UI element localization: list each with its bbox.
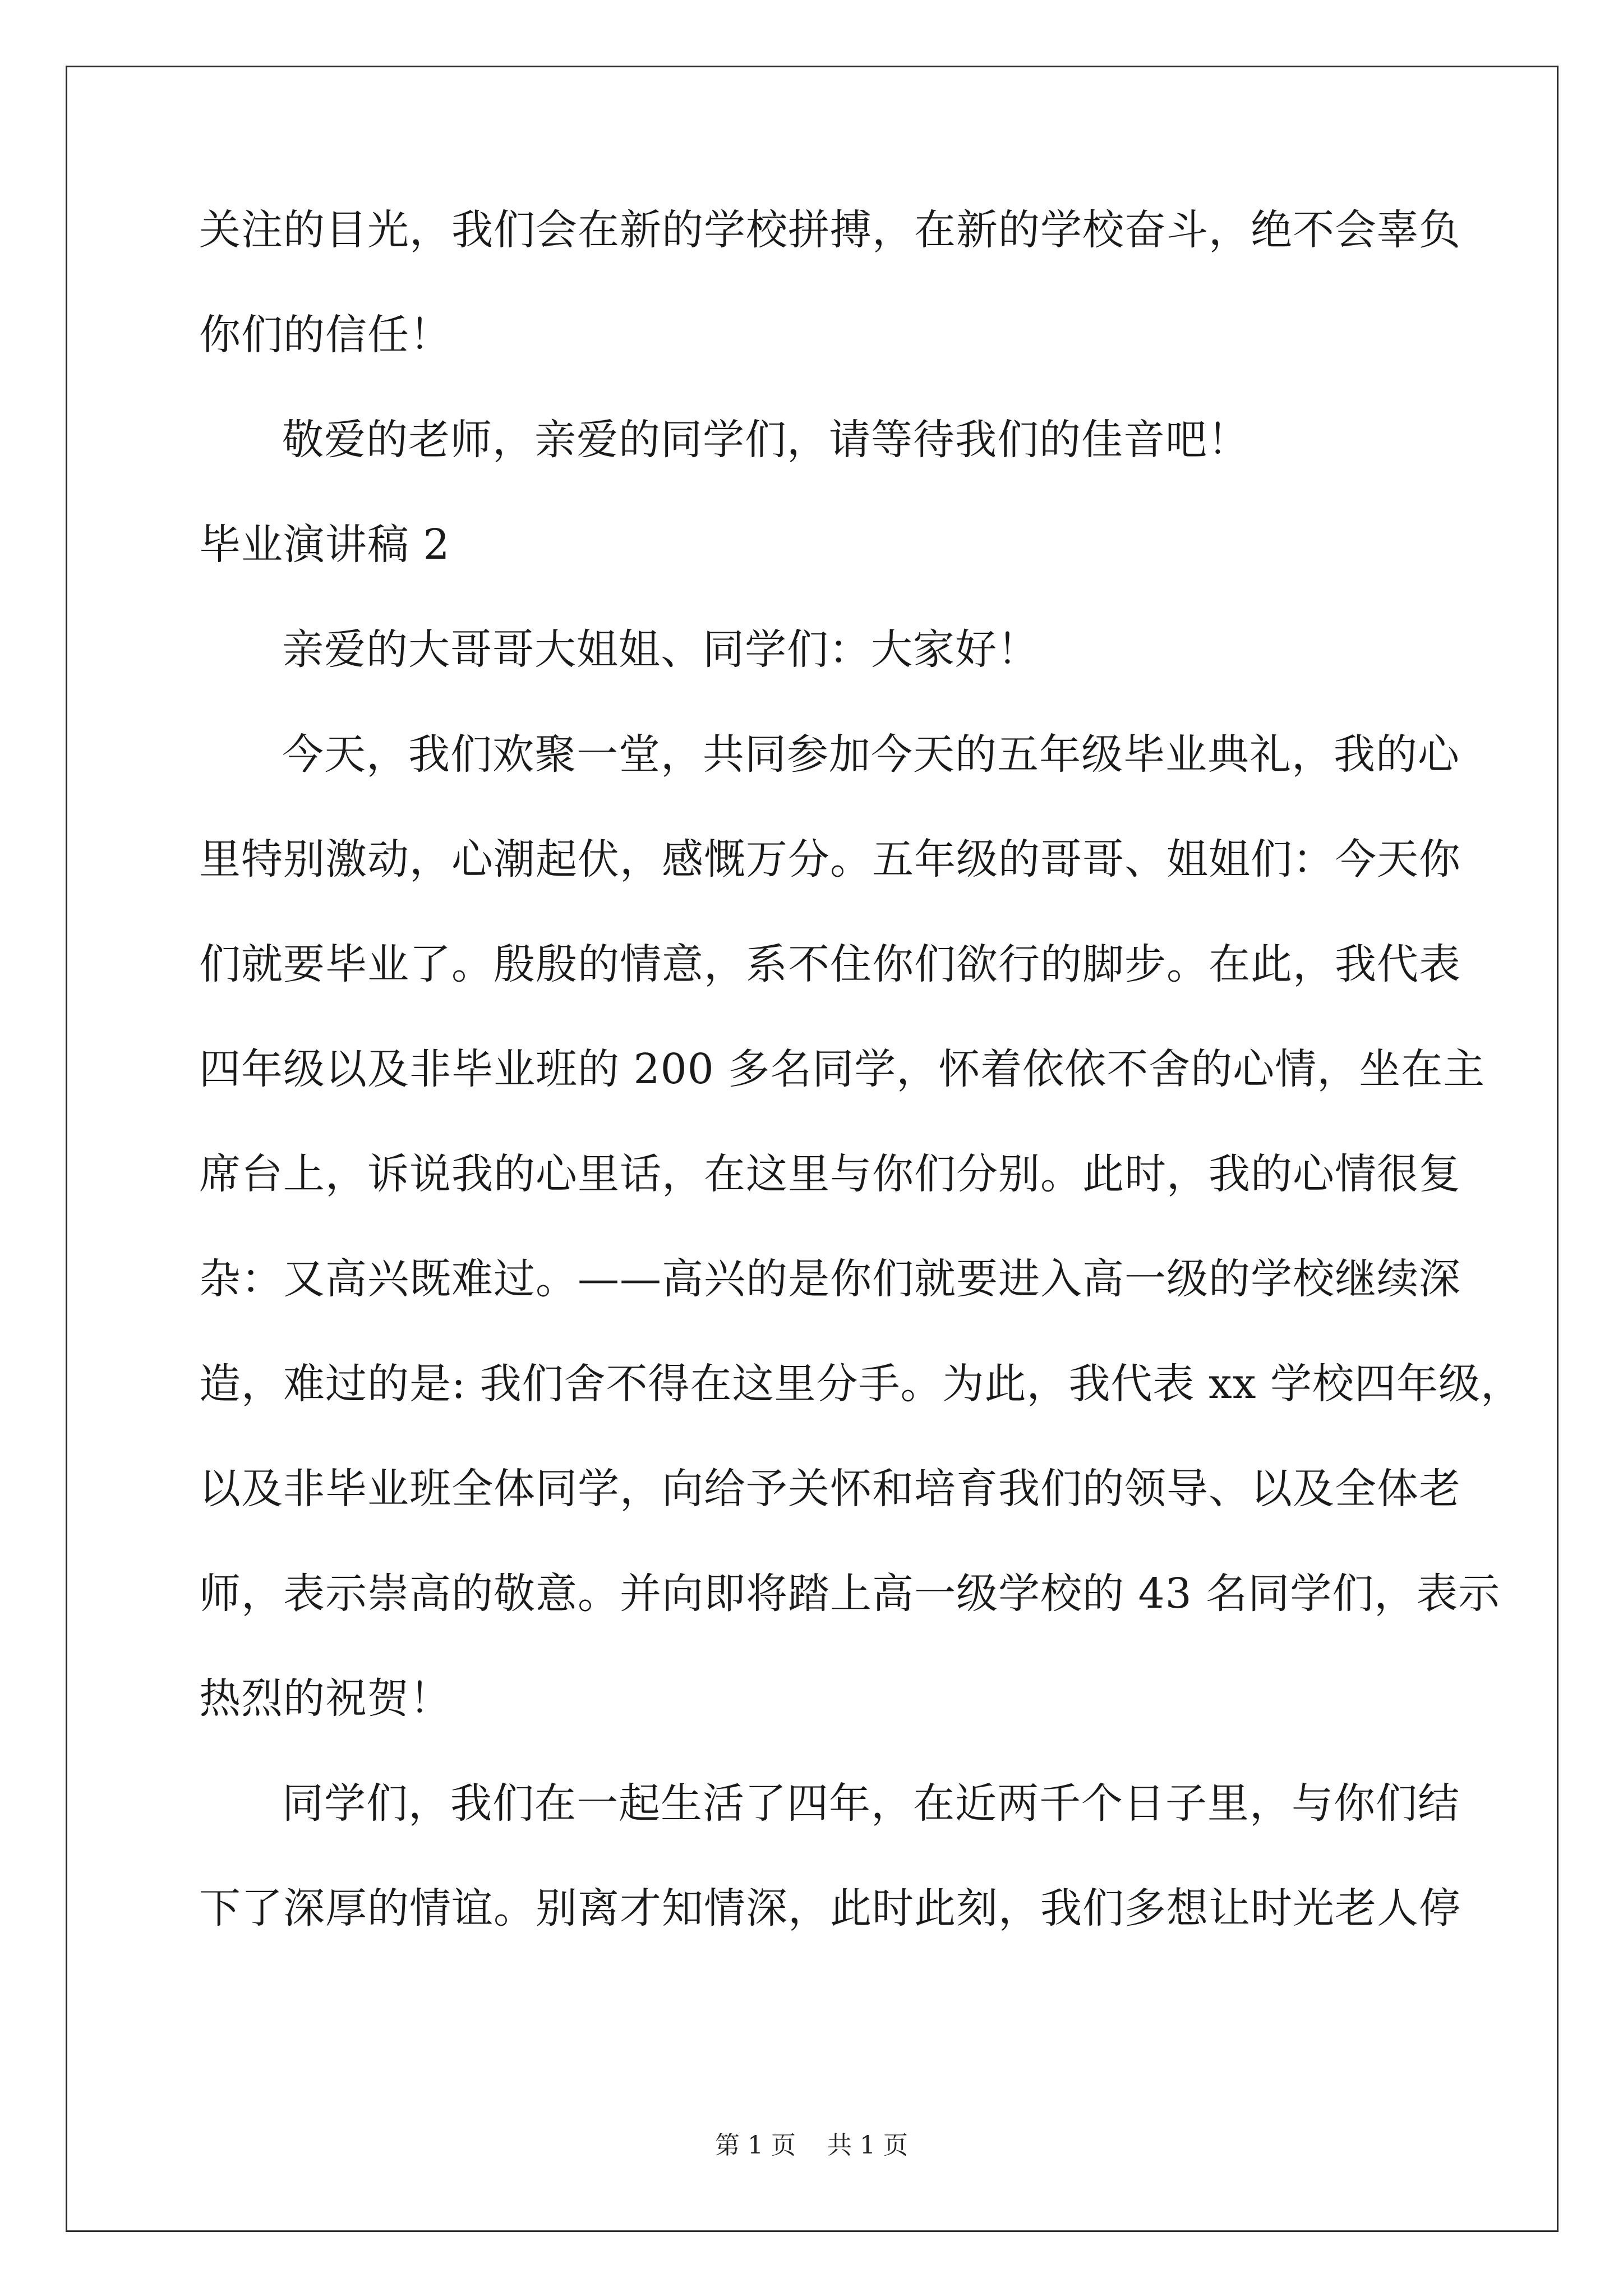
page-footer: [0, 2132, 1623, 2160]
text-line: 关注的目光，我们会在新的学校拼搏，在新的学校奋斗，绝不会辜负: [199, 206, 1461, 254]
text-line: 敬爱的老师，亲爱的同学们，请等待我们的佳音吧！: [282, 416, 1249, 464]
text-line: 杂：又高兴既难过。——高兴的是你们就要进入高一级的学校继续深: [199, 1255, 1461, 1303]
text-line: 里特别激动，心潮起伏，感慨万分。五年级的哥哥、姐姐们：今天你: [199, 835, 1461, 884]
text-line: 以及非毕业班全体同学，向给予关怀和培育我们的领导、以及全体老: [199, 1465, 1461, 1513]
text-line: 四年级以及非毕业班的 200 多名同学，怀着依依不舍的心情，坐在主: [199, 1045, 1486, 1093]
text-line: 同学们，我们在一起生活了四年，在近两千个日子里，与你们结: [282, 1779, 1460, 1828]
salutation: 亲爱的大哥哥大姐姐、同学们：大家好！: [282, 625, 1039, 674]
text-line: 下了深厚的情谊。别离才知情深，此时此刻，我们多想让时光老人停: [199, 1884, 1461, 1932]
text-line: 今天，我们欢聚一堂，共同参加今天的五年级毕业典礼，我的心: [282, 730, 1460, 779]
text-line: 你们的信任！: [199, 311, 451, 359]
text-line: 们就要毕业了。殷殷的情意，系不住你们欲行的脚步。在此，我代表: [199, 940, 1461, 988]
document-body: [199, 206, 1523, 1991]
text-line: 师，表示崇高的敬意。并向即将踏上高一级学校的 43 名同学们，表示: [199, 1570, 1501, 1618]
page-total: 共 1 页: [827, 2131, 908, 2160]
text-line: 造，难过的是: 我们舍不得在这里分手。为此，我代表 xx 学校四年级，: [199, 1360, 1523, 1408]
text-line: 热烈的祝贺！: [199, 1674, 451, 1723]
page-number: 第 1 页: [715, 2131, 796, 2160]
section-heading: 毕业演讲稿 2: [199, 521, 450, 569]
text-line: 席台上，诉说我的心里话，在这里与你们分别。此时，我的心情很复: [199, 1150, 1461, 1198]
